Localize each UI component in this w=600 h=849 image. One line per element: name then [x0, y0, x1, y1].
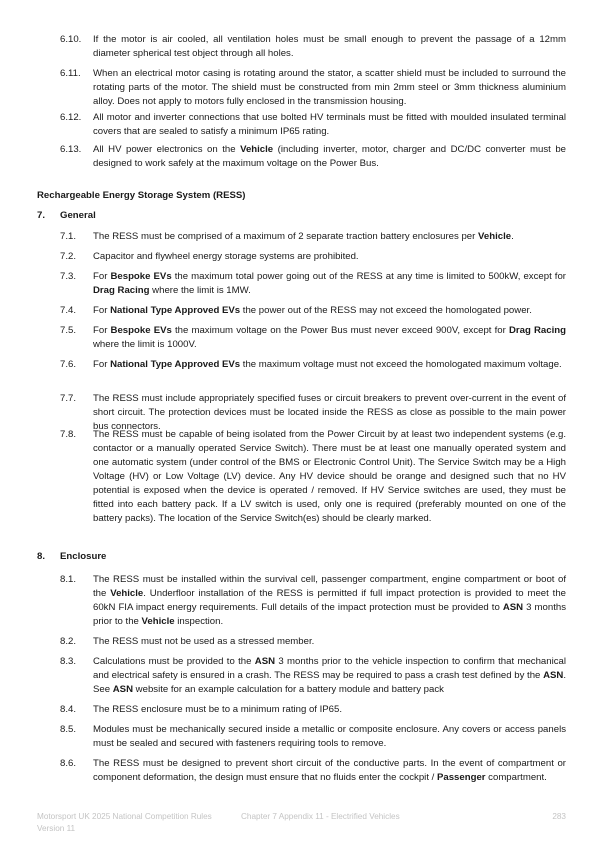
footer-title: [37, 811, 212, 835]
section-number: 8.: [37, 551, 46, 562]
text-segment: For: [93, 325, 111, 336]
clause-text: [93, 757, 566, 785]
text-segment: where the limit is 1000V.: [93, 339, 197, 350]
defined-term: ASN: [254, 656, 276, 667]
text-segment: The RESS must include appropriately specified fuses or circuit breakers to prevent over-current in the event of short circuit. The protection devices must be located inside the RESS as close as possible to the main power bus connectors.: [93, 393, 566, 432]
section-7-heading: [37, 210, 96, 221]
clause-6-13: [60, 143, 566, 171]
text-segment: All motor and inverter connections that use bolted HV terminals must be fitted with moulded insulated terminal covers that are sealed to satisfy a minimum IP65 rating.: [93, 112, 566, 137]
clause-number: 7.7.: [60, 393, 77, 404]
text-segment: The RESS must be comprised of a maximum of 2 separate traction battery enclosures per: [93, 231, 478, 242]
text-segment: website for an example calculation for a battery module and battery pack: [133, 684, 444, 695]
text-segment: 3 months prior to the: [93, 602, 566, 627]
clause-number: 7.1.: [60, 231, 77, 242]
clause-text: [93, 635, 566, 649]
defined-term: National Type Approved EVs: [110, 305, 241, 316]
defined-term: ASN: [502, 602, 524, 613]
clause-8-6: [60, 757, 566, 785]
clause-text: [93, 67, 566, 109]
clause-8-2: [60, 635, 566, 649]
clause-number: 7.4.: [60, 305, 77, 316]
clause-text: [93, 111, 566, 139]
text-segment: the maximum total power going out of the RESS at any time is limited to 500kW, except for: [171, 271, 566, 282]
clause-text: [93, 270, 566, 298]
clause-number: 6.11.: [60, 68, 81, 79]
text-segment: 3 months prior to the vehicle inspection to confirm that mechanical and electrical safety is ensured in a crash. The RESS may be required to pass a crash test defined by the: [93, 656, 566, 681]
text-segment: All HV power electronics on the: [93, 144, 241, 155]
clause-number: 7.6.: [60, 359, 77, 370]
text-segment: the maximum voltage on the Power Bus must never exceed 900V, except for: [171, 325, 509, 336]
clause-text: [93, 573, 566, 629]
clause-number: 7.5.: [60, 325, 77, 336]
text-segment: .: [511, 231, 514, 242]
text-segment: For: [93, 271, 111, 282]
clause-number: 7.8.: [60, 429, 77, 440]
clause-text: [93, 143, 566, 171]
section-8-heading: [37, 551, 106, 562]
text-segment: Capacitor and flywheel energy storage systems are prohibited.: [93, 251, 359, 262]
defined-term: Drag Racing: [508, 325, 566, 336]
text-segment: Calculations must be provided to the: [93, 656, 255, 667]
clause-text: [93, 324, 566, 352]
section-heading: Rechargeable Energy Storage System (RESS): [37, 190, 246, 201]
clause-7-5: [60, 324, 566, 352]
clause-7-6: [60, 358, 566, 372]
clause-8-1: [60, 573, 566, 629]
text-segment: inspection.: [174, 616, 224, 627]
defined-term: Vehicle: [141, 616, 175, 627]
clause-number: 8.2.: [60, 636, 77, 647]
clause-number: 8.1.: [60, 574, 77, 585]
text-segment: The RESS must be installed within the survival cell, passenger compartment, engine compartment or boot of the: [93, 574, 566, 599]
text-segment: the power out of the RESS may not exceed the homologated power.: [240, 305, 532, 316]
section-title: Enclosure: [60, 551, 107, 562]
clause-number: 8.5.: [60, 724, 77, 735]
defined-term: Vehicle: [478, 231, 512, 242]
clause-8-4: [60, 703, 566, 717]
clause-6-10: [60, 33, 566, 61]
text-segment: compartment.: [485, 772, 547, 783]
text-segment: The RESS must not be used as a stressed member.: [93, 636, 315, 647]
clause-8-5: [60, 723, 566, 751]
clause-number: 7.3.: [60, 271, 77, 282]
clause-6-11: [60, 67, 566, 109]
clause-text: [93, 33, 566, 61]
clause-text: [93, 723, 566, 751]
clause-6-12: [60, 111, 566, 139]
defined-term: Vehicle: [240, 144, 274, 155]
clause-text: [93, 250, 566, 264]
clause-8-3: [60, 655, 566, 697]
text-segment: When an electrical motor casing is rotating around the stator, a scatter shield must be included to surround the rotating parts of the motor. The shield must be constructed from min 2mm steel or 3mm thickness aluminium alloy. Does not apply to motors fully enclosed in the transmission housing.: [93, 68, 566, 107]
clause-number: 6.12.: [60, 112, 82, 123]
text-segment: (including inverter, motor, charger and DC/DC converter must be designed to work safely at the maximum voltage on the Power Bus.: [93, 144, 566, 169]
clause-number: 6.10.: [60, 34, 82, 45]
defined-term: ASN: [543, 670, 564, 681]
clause-number: 8.3.: [60, 656, 77, 667]
defined-term: Bespoke EVs: [110, 325, 172, 336]
defined-term: ASN: [112, 684, 134, 695]
defined-term: National Type Approved EVs: [110, 359, 241, 370]
footer-rules-title: Motorsport UK 2025 National Competition Rules: [37, 812, 212, 821]
clause-text: [93, 703, 566, 717]
page-number: 283: [552, 812, 566, 821]
text-segment: . Underfloor installation of the RESS is permitted if full impact protection is provided to meet the 60kN FIA impact energy requirements. Full details of the impact protection must be provided to: [93, 588, 566, 613]
text-segment: The RESS must be capable of being isolated from the Power Circuit by at least two independent systems (e.g. contactor or a manually operated Service Switch). There must be at least one manually operated system and one automatic system (under control of the BMS or Electronic Control Unit). The Service Switch may be a High Voltage (HV) or Low Voltage (LV) device. Any HV device should be orange and designed such that no HV potential is exposed when the device is operated / removed. If HV Service switches are used, they must be fitted into each battery pack. If a LV switch is used, only one is required (preferably mounted on one of the battery packs). The location of the Service Switch(es) should be clearly marked.: [93, 429, 566, 524]
footer-chapter: Chapter 7 Appendix 11 - Electrified Vehicles: [241, 812, 400, 821]
text-segment: where the limit is 1MW.: [149, 285, 251, 296]
text-segment: If the motor is air cooled, all ventilation holes must be small enough to prevent the passage of a 12mm diameter spherical test object through all holes.: [93, 34, 566, 59]
clause-text: [93, 230, 566, 244]
clause-text: [93, 358, 566, 372]
clause-text: [93, 304, 566, 318]
clause-number: 6.13.: [60, 144, 82, 155]
clause-7-4: [60, 304, 566, 318]
defined-term: Passenger: [436, 772, 486, 783]
clause-7-8: [60, 428, 566, 526]
clause-text: [93, 655, 566, 697]
text-segment: . See: [93, 670, 566, 695]
clause-number: 7.2.: [60, 251, 77, 262]
clause-7-2: [60, 250, 566, 264]
clause-text: [93, 428, 566, 526]
clause-7-3: [60, 270, 566, 298]
clause-number: 8.4.: [60, 704, 77, 715]
text-segment: Modules must be mechanically secured inside a metallic or composite enclosure. Any covers or access panels must be sealed and secured with fasteners requiring tools to remove.: [93, 724, 566, 749]
text-segment: The RESS enclosure must be to a minimum rating of IP65.: [93, 704, 343, 715]
clause-7-1: [60, 230, 566, 244]
text-segment: For: [93, 305, 111, 316]
text-segment: the maximum voltage must not exceed the homologated maximum voltage.: [240, 359, 562, 370]
text-segment: For: [93, 359, 111, 370]
section-title: General: [60, 210, 96, 221]
section-number: 7.: [37, 210, 46, 221]
defined-term: Bespoke EVs: [110, 271, 172, 282]
defined-term: Vehicle: [110, 588, 144, 599]
defined-term: Drag Racing: [93, 285, 150, 296]
clause-number: 8.6.: [60, 758, 77, 769]
footer-version: Version 11: [37, 824, 76, 833]
text-segment: The RESS must be designed to prevent short circuit of the conductive parts. In the event of compartment or component deformation, the design must ensure that no fluids enter the cockpit /: [93, 758, 566, 783]
